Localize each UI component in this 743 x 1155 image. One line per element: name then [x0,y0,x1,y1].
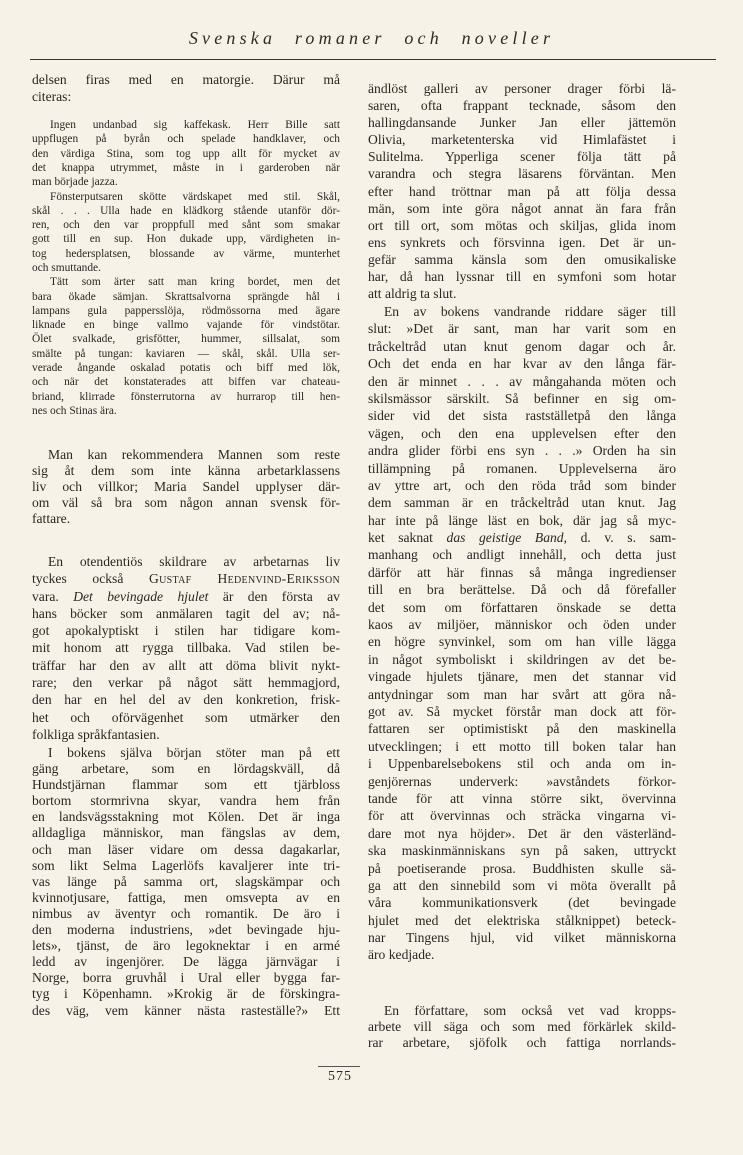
text-line: den är minnet . . . av mångahanda möten och [368,373,676,389]
text-line: ren, och den var proppfull med sånt som smakar [32,219,340,232]
text-line: liv och villkor; Maria Sandel upplyser där- [32,479,340,494]
text-line: het och oförvägenhet som utmärker den [32,709,340,725]
text-line: Hundstjärnan flammar som ett tjärbloss [32,777,340,793]
text-line: mit honom att rygga tillbaka. Vad stilen be- [32,640,340,656]
text-line: des väg, vem känner nästa rasteställe?» Ett [32,1002,340,1018]
text-line: fattare. [32,511,71,526]
text-line: tråckeltråd utan knut genom dagar och år. [368,338,676,354]
text-line: skål . . . Ulla hade en klädkorg stående utanför dör- [32,204,340,217]
text-line: kaos av miljöer, människor och öden under [368,617,676,633]
text-line: dare mot nya höjder». Det är den västerländ- [368,825,676,841]
paragraph [32,745,340,1019]
text-line: citeras: [32,88,72,104]
text-line: lets», tjänst, de äro legoknektar i en armé [32,938,340,954]
text-line: det som om författaren önskade se detta [368,599,676,615]
text-line: Fönsterputsaren skötte värdskapet med stil. Skål, [50,190,340,203]
text-line: tog hedersplatsen, blossande av värme, munterhet [32,247,340,260]
text-line: om väl så bra som någon annan svensk för- [32,495,340,510]
text-line: gott till en sup. Hon dukade upp, värdigheten in- [32,233,340,246]
text-line: vas länge på samma ort, slagskämpar och [32,873,340,889]
text-line: Tätt som ärter satt man kring bordet, men det [50,276,340,289]
text-line: lampans gula pappersslöja, rödmössorna med ägare [32,304,340,317]
text-line [32,570,340,587]
text-line: har inte på länge läst en bok, där jag så myc- [368,512,676,528]
text-line: uppflugen på byrån och spelade handklaver, och [32,133,340,146]
text-line: Norge, borra gruvhål i Ural eller bygga far- [32,970,340,986]
text-line: Ölet svalkade, grisfötter, hummer, sillsalat, som [32,333,340,346]
text-line: en högre synvinkel, som om han ville lägga [368,634,676,650]
text-line: liknade en binge vallmo vajande för vindstötar. [32,319,340,332]
italic-title: das geistige Band [446,530,564,546]
text-line: man började jazza. [32,176,118,189]
text-line: utvecklingen; i ett motto till boken talar han [368,738,676,754]
text-line: genjörernas underverk: »avståndets förkor- [368,773,676,789]
text-line: briand, klirrade fönsterrutorna av hurrarop till hen- [32,390,340,403]
text-line: arbete vill säga och som med förkärlek skild- [368,1019,676,1034]
text-line: gäng arbetare, som en lördagskväll, då [32,761,340,777]
text-line: varandra och stegra läsarens förväntan. Men [368,166,676,182]
text-line: träffar har den av allt att döma blivit nykt- [32,657,340,673]
text-line: smälte på tungan: kaviaren — skål, skål. Ulla ser- [32,347,340,360]
text-line: hallingdansande Junker Jan eller jättemön [368,115,676,131]
page-number: 575 [328,1069,352,1084]
text-line: En författare, som också vet vad kropps- [384,1003,676,1018]
text-line: vägen, och den ena upplevelsen efter den [368,425,676,441]
paragraph-continued [368,80,676,302]
text-line: den har en hel del av den konkretion, frisk- [32,692,340,708]
text-line: kvinnotjusare, fattiga, men omsvepta av en [32,889,340,905]
text-line: att aldrig ta slut. [368,286,457,302]
text-line: ska maskinmänniskans syn på saken, uttryckt [368,843,676,859]
text-line: delsen firas med en matorgie. Därur må [32,72,340,87]
text-line: äro kedjade. [368,947,435,963]
text-segment: tyckes också [32,571,150,587]
text-line: vingade hjulets tjänare, men det stannar vid [368,669,676,685]
text-line: sig åt dem som inte känna arbetarklassens [32,463,340,478]
text-line: våra kommunikationsverk (det bevingade [368,895,676,911]
text-line: ens synkrets och försvinna igen. Det är un- [368,234,676,250]
text-line: dem samman är en tråckeltråd utan knut. Jag [368,495,676,511]
text-line: nar Tingens hjul, vid vilket människorna [368,930,676,946]
quote-paragraph [32,118,340,189]
text-line: till en bra berättelse. Då och då förefaller [368,582,676,598]
text-line: got av. Så mycket förstår man dock att för- [368,703,676,719]
text-line: och när det konstaterades att biffen var chateau- [32,376,340,389]
text-line: bortom stormrivna skyar, vandra hem från [32,793,340,809]
text-line: rar arbetare, sjöfolk och fattiga norrlands- [368,1035,676,1050]
text-line [368,529,676,546]
text-line: en landsvägsstakning mot Kölen. Det är inga [32,809,340,825]
text-line: En av bokens vandrande riddare säger till [384,304,676,319]
text-line: hjulet med det elektriska stålknippet) beteck- [368,912,676,928]
running-head-title: Svenska romaner och noveller [188,28,555,48]
text-line: Sulitelma. Ypperliga scener följa tätt på [368,149,676,165]
text-line: efter hand tröttnar man på att följa dessa [368,183,676,199]
text-line [32,588,340,605]
paragraph [32,447,340,527]
text-line: ort till ort, som mötas och skiljas, glida inom [368,217,676,233]
text-line: därför att här finnas så många ingredienser [368,564,676,580]
author-name: Gustaf Hedenvind-Eriksson [149,571,340,587]
text-line: Olivia, marketenterska vid Himlafästet i [368,132,676,148]
text-line: och smuttande. [32,261,101,274]
text-line: alldagliga människor, man fängslas av dem, [32,825,340,841]
text-line: in något symboliskt i skildringen av det be- [368,651,676,667]
paragraph-continued [32,72,340,105]
text-line: Ingen undanbad sig kaffekask. Herr Bille satt [50,119,340,131]
text-segment: ket saknat [368,530,447,546]
text-line: på poetiserande prosa. Buddhisten skulle sä- [368,860,676,876]
text-line: av yttre art, och den röda tråd som binder [368,477,676,493]
text-line: Och det enda en har kvar av den långa fär- [368,356,676,372]
text-line: ändlöst galleri av personer drager förbi lä- [368,81,676,96]
text-line: nimbus av äventyr och romantik. De äro i [32,905,340,921]
text-line: män, som inte göra något annat än fara från [368,200,676,216]
text-line: rare; den verkar på något sätt hemmagjord, [32,675,340,691]
paragraph [32,553,340,743]
text-line: verade ångande oskalad potatis och biff med lök, [32,362,340,375]
text-line: Man kan rekommendera Mannen som reste [48,447,340,462]
text-line: för att övervinnas och sträcka vingarna vi- [368,808,676,824]
text-line: nes och Stinas ära. [32,404,117,417]
text-segment: , d. v. s. sam- [563,530,676,546]
text-line: gefär samma känsla som den omusikaliske [368,251,676,267]
text-line: folkliga språkfantasien. [32,726,160,742]
text-line: got apokalyptiskt i stilen har tidigare kom- [32,623,340,639]
text-line: slut: »Det är sant, man har varit som en [368,321,676,337]
text-line: ga att den sinnebild som vi möta överallt på [368,877,676,893]
text-segment: är den första av [208,588,340,604]
text-line: skilsmässor särskilt. Så befinner en sig om- [368,390,676,406]
paragraph [368,303,676,964]
text-line: manhang och andligt innehåll, och detta just [368,547,676,563]
text-line: den värdiga Stina, som tog upp allt för mycket av [32,147,340,160]
text-line: hans böcker som anmälaren tagit del av; nå- [32,605,340,621]
text-line: tyg i Köpenhamn. »Krokig är de förskingra- [32,986,340,1002]
text-line: sider vid det sista rastställetpå den långa [368,408,676,424]
text-line: saren, ofta frappant tecknade, såsom den [368,98,676,114]
text-line: I bokens själva början stöter man på ett [48,745,340,760]
text-line: i Uppenbarelsebokens stil och anda om in- [368,756,676,772]
text-line: ledd av ingenjörer. De lägga järnvägar i [32,954,340,970]
text-line: fattaren ser optimistiskt på den maskinella [368,721,676,737]
text-line: antydningar som man har svårt att göra nå- [368,686,676,702]
text-segment: vara. [32,588,74,604]
quote-paragraph [32,190,340,276]
text-line: som likt Selma Lagerlöfs kavaljerer inte tri- [32,857,340,873]
paragraph [368,1003,676,1051]
text-line: den moderna industriens, »det bevingade hju- [32,922,340,938]
quote-paragraph [32,275,340,418]
text-line: bara ökade sämjan. Skrattsalvorna sprängde hål i [32,290,340,303]
text-line: det knappa utrymmet, måste in i garderoben när [32,161,340,174]
footer-rule [318,1066,360,1067]
italic-title: Det bevingade hjulet [73,588,209,604]
text-line: En otendentiös skildrare av arbetarnas liv [48,554,340,569]
text-line: och man läser vidare om dessa dagakarlar, [32,841,340,857]
text-line: tande för att vinna större sikt, övervinna [368,790,676,806]
text-line: tillämpning på romanen. Upplevelserna äro [368,460,676,476]
text-line: har, då han lyssnar till en symfoni som hotar [368,269,676,285]
header-rule [30,59,716,60]
text-line: andra glider förbi ens syn . . .» Orden ha sin [368,443,676,459]
